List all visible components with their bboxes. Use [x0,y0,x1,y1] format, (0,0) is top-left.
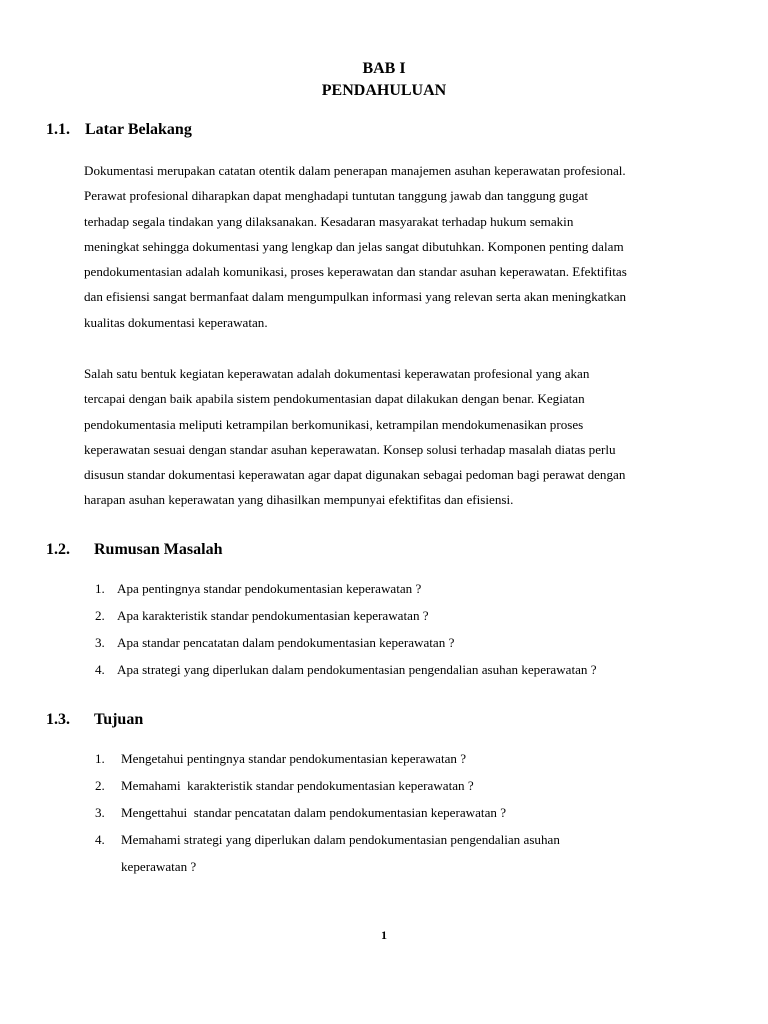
list-item [95,778,755,798]
list-item [95,608,755,628]
paragraph-line: disusun standar dokumentasi keperawatan agar dapat digunakan sebagai pedoman bagi perawat dengan [84,467,626,483]
list-item [95,832,755,852]
list-item-number: 3. [95,805,105,820]
paragraph-line: dan efisiensi sangat bermanfaat dalam mengumpulkan informasi yang relevan serta akan meningkatkan [84,289,627,305]
list-item-number: 1. [95,751,105,766]
list-item [95,662,755,682]
list-item-number: 4. [95,832,105,847]
paragraph-line: Salah satu bentuk kegiatan keperawatan adalah dokumentasi keperawatan profesional yang akan [84,366,590,381]
tujuan-list [95,751,755,881]
chapter-label: BAB I [362,60,406,77]
paragraph-line: harapan asuhan keperawatan yang dihasilkan mempunyai efektifitas dan efisiensi. [84,492,514,508]
section-number: 1.3. [46,711,70,728]
page-number: 1 [381,928,387,942]
section-title: Latar Belakang [85,121,192,138]
paragraph-line: terhadap segala tindakan yang dilaksanakan. Kesadaran masyarakat terhadap hukum semakin [84,213,574,229]
list-item-continuation: keperawatan ? [121,859,197,874]
list-item-text: Apa karakteristik standar pendokumentasian keperawatan ? [117,608,429,623]
paragraph-line: pendokumentasia meliputi ketrampilan berkomunikasi, ketrampilan mendokumenasikan proses [84,416,584,432]
list-item-text: Memahami strategi yang diperlukan dalam pendokumentasian pengendalian asuhan [121,832,560,847]
section-title: Tujuan [94,711,144,728]
paragraph-latar-belakang-2 [84,361,764,513]
section-number: 1.1. [46,121,70,138]
chapter-heading [0,58,768,102]
list-item-text: Apa strategi yang diperlukan dalam pendokumentasian pengendalian asuhan keperawatan ? [117,662,597,677]
section-number: 1.2. [46,541,70,558]
paragraph-line: keperawatan sesuai dengan standar asuhan keperawatan. Konsep solusi terhadap masalah diatas perlu [84,441,616,457]
list-item-text: Mengettahui standar pencatatan dalam pendokumentasian keperawatan ? [121,805,507,820]
list-item-text: Apa standar pencatatan dalam pendokumentasian keperawatan ? [117,635,455,650]
list-item-text: Memahami karakteristik standar pendokumentasian keperawatan ? [121,778,474,793]
list-item [95,581,755,601]
list-item-number: 2. [95,778,105,793]
list-item-number: 1. [95,581,105,596]
list-item [95,635,755,655]
paragraph-line: kualitas dokumentasi keperawatan. [84,314,268,330]
paragraph-line: meningkat sehingga dokumentasi yang lengkap dan jelas sangat dibutuhkan. Komponen penting dalam [84,238,624,254]
paragraph-line: tercapai dengan baik apabila sistem pendokumentasian dapat dilakukan dengan benar. Kegiatan [84,391,585,407]
paragraph-latar-belakang-1 [84,158,764,335]
list-item-number: 2. [95,608,105,623]
paragraph-line: Perawat profesional diharapkan dapat menghadapi tuntutan tanggung jawab dan tanggung gugat [84,188,588,204]
list-item-text: Apa pentingnya standar pendokumentasian keperawatan ? [117,581,422,596]
paragraph-line: pendokumentasian adalah komunikasi, proses keperawatan dan standar asuhan keperawatan. Efektifitas [84,264,627,280]
list-item-number: 4. [95,662,105,677]
chapter-title: PENDAHULUAN [321,82,447,99]
paragraph-line: Dokumentasi merupakan catatan otentik dalam penerapan manajemen asuhan keperawatan profesional. [84,163,626,178]
section-title: Rumusan Masalah [94,541,223,558]
rumusan-masalah-list [95,581,755,691]
list-item [95,805,755,825]
list-item [95,751,755,771]
list-item-number: 3. [95,635,105,650]
list-item-text: Mengetahui pentingnya standar pendokumentasian keperawatan ? [121,751,467,766]
